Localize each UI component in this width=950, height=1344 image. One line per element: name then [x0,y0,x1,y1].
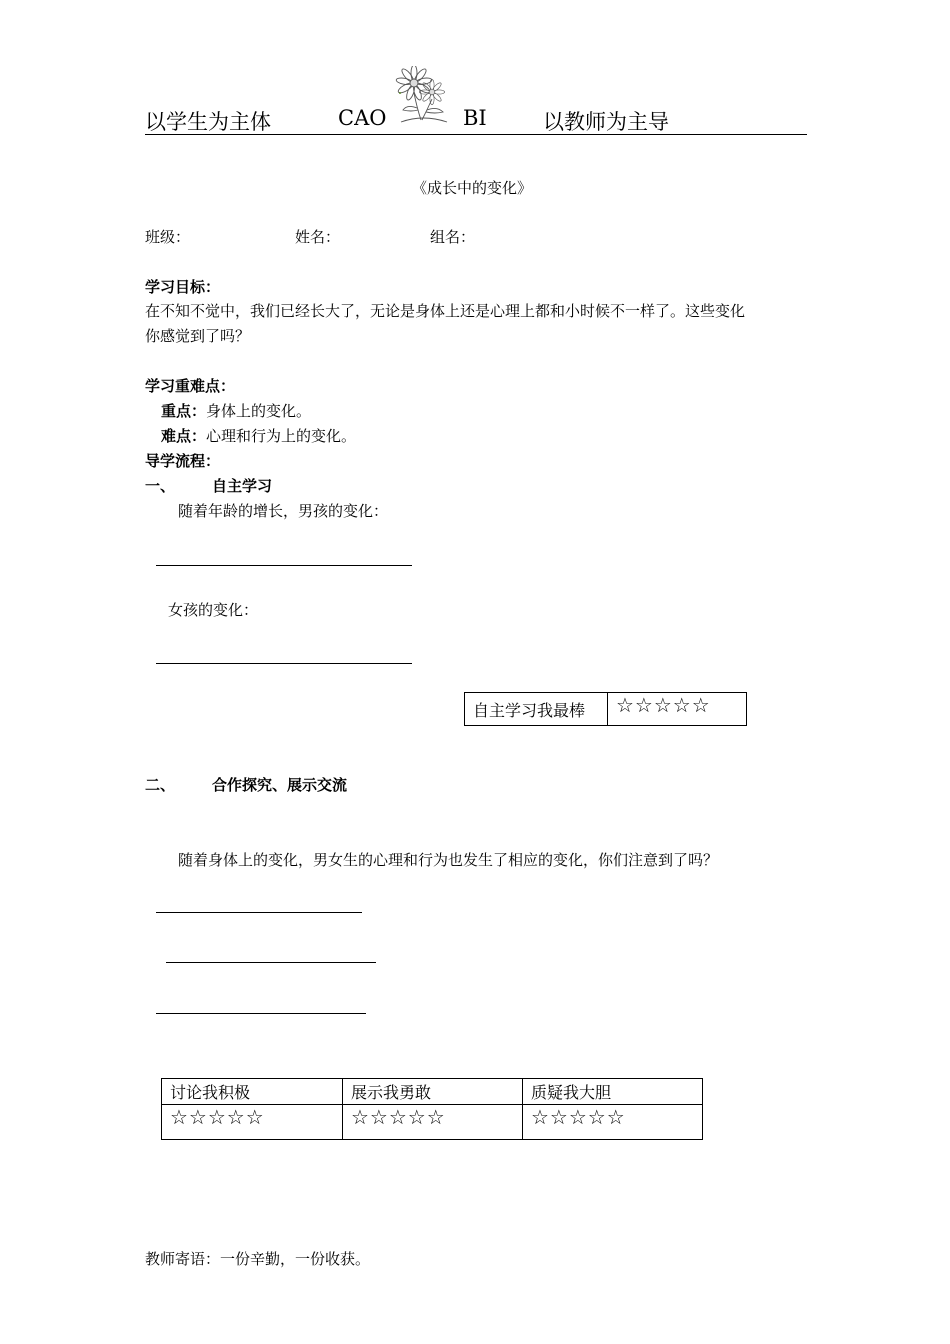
key-point-row [161,400,311,421]
self-study-rating-label: 自主学习我最棒 [465,693,608,726]
name-label: 姓名： [295,228,341,246]
rating-stars-discussion[interactable]: ☆☆☆☆☆ [162,1105,343,1140]
group-label: 组名： [430,228,476,246]
section2-number: 二、 [145,776,176,794]
key-point-label: 重点： [161,402,207,420]
girls-change-prompt: 女孩的变化： [168,601,259,619]
rating-stars-questioning[interactable]: ☆☆☆☆☆ [523,1105,703,1140]
header-bi: BI [463,106,487,130]
answer-line-1[interactable] [156,912,362,913]
key-points-heading: 学习重难点： [145,377,236,395]
header-right-motto: 以教师为主导 [543,110,669,134]
boys-answer-line[interactable] [156,565,412,566]
objectives-text-line1: 在不知不觉中，我们已经长大了，无论是身体上还是心理上都和小时候不一样了。这些变化 [145,302,746,320]
section1-title: 自主学习 [212,477,273,495]
boys-change-prompt: 随着年龄的增长，男孩的变化： [178,502,389,520]
page-title: 《成长中的变化》 [412,179,533,197]
teacher-message: 教师寄语：一份辛勤，一份收获。 [145,1250,371,1268]
rating-label-presentation: 展示我勇敢 [343,1079,523,1105]
rating-label-discussion: 讨论我积极 [162,1079,343,1105]
rating-label-questioning: 质疑我大胆 [523,1079,703,1105]
cooperation-rating-table [161,1078,703,1140]
objectives-text-line2: 你感觉到了吗？ [145,327,251,345]
hard-point-text: 心理和行为上的变化。 [206,427,357,445]
header-left-motto: 以学生为主体 [145,110,271,134]
flow-heading: 导学流程： [145,452,221,470]
class-label: 班级： [145,228,191,246]
answer-line-2[interactable] [166,962,376,963]
self-study-rating-table [464,692,747,726]
section2-title: 合作探究、展示交流 [212,776,348,794]
section2-question: 随着身体上的变化，男女生的心理和行为也发生了相应的变化，你们注意到了吗？ [178,851,719,869]
section1-number: 一、 [145,477,176,495]
rating-stars-presentation[interactable]: ☆☆☆☆☆ [343,1105,523,1140]
header-cao: CAO [338,106,387,130]
hard-point-label: 难点： [161,427,207,445]
objectives-heading: 学习目标： [145,278,221,296]
header-rule [145,134,807,135]
girls-answer-line[interactable] [156,663,412,664]
key-point-text: 身体上的变化。 [206,402,312,420]
daisy-flower-icon [393,66,457,130]
answer-line-3[interactable] [156,1013,366,1014]
self-study-rating-stars[interactable]: ☆☆☆☆☆ [608,693,747,726]
hard-point-row [161,425,356,446]
